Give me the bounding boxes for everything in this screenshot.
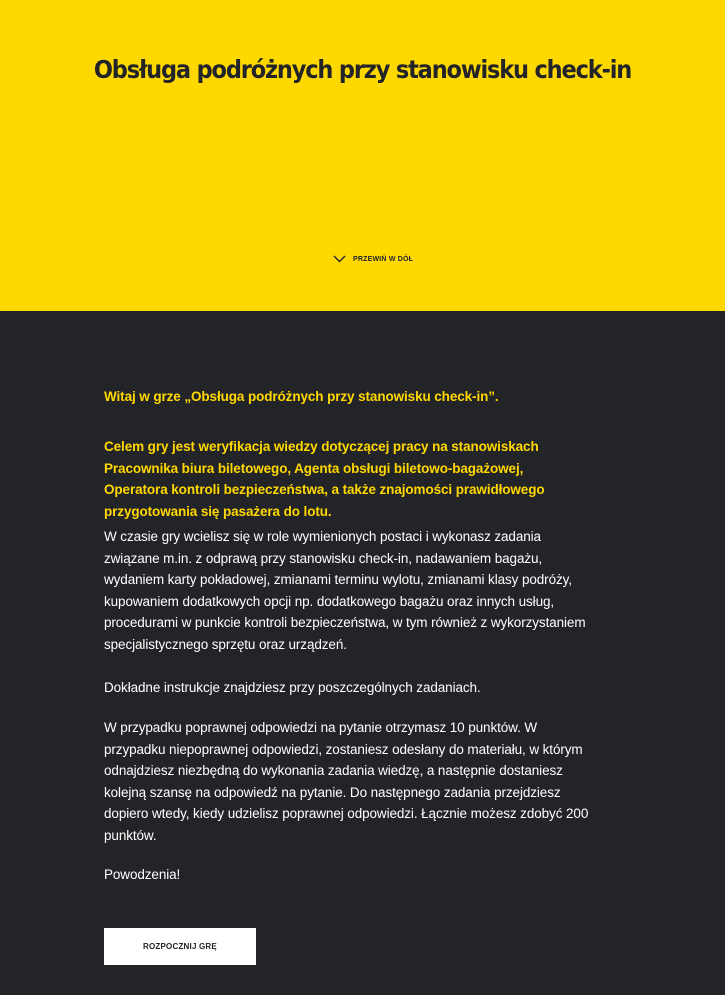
scroll-down-link[interactable]	[333, 252, 413, 266]
roles-text: W czasie gry wcielisz się w role wymienionych postaci i wykonasz zadania związane m.in. z odprawą przy stanowisku check-in, nadawaniem bagażu, wydaniem karty pokładowej, zmianami terminu wylotu, zmianami klasy podróży, kupowaniem dodatkowych opcji np. dodatkowego bagażu oraz innych usług, procedurami w punkcie kontroli bezpieczeństwa, w tym również z wykorzystaniem specjalistycznego sprzętu oraz urządzeń.	[104, 529, 586, 652]
chevron-down-icon	[333, 255, 346, 263]
welcome-text: Witaj w grze „Obsługa podróżnych przy stanowisku check-in”.	[104, 389, 499, 404]
goal-text: Celem gry jest weryfikacja wiedzy dotyczącej pracy na stanowiskach Pracownika biura biletowego, Agenta obsługi biletowo-bagażowej, Operatora kontroli bezpieczeństwa, a także znajomości prawidłowego przygotowania się pasażera do lotu.	[104, 439, 545, 519]
good-luck-text: Powodzenia!	[104, 867, 181, 882]
instructions-text: Dokładne instrukcje znajdziesz przy poszczególnych zadaniach.	[104, 680, 481, 695]
page-title: Obsługa podróżnych przy stanowisku check-in	[93, 54, 632, 84]
hero-banner	[0, 0, 725, 311]
start-game-button[interactable]: ROZPOCZNIJ GRĘ	[104, 928, 256, 965]
scoring-text: W przypadku poprawnej odpowiedzi na pytanie otrzymasz 10 punktów. W przypadku niepoprawnej odpowiedzi, zostaniesz odesłany do materiału, w którym odnajdziesz niezbędną do wykonania zadania wiedzę, a następnie dostaniesz kolejną szansę na odpowiedź na pytanie. Do następnego zadania przejdziesz dopiero wtedy, kiedy udzielisz poprawnej odpowiedzi. Łącznie możesz zdobyć 200 punktów.	[104, 720, 589, 843]
scroll-down-label: PRZEWIŃ W DÓŁ	[353, 255, 414, 263]
